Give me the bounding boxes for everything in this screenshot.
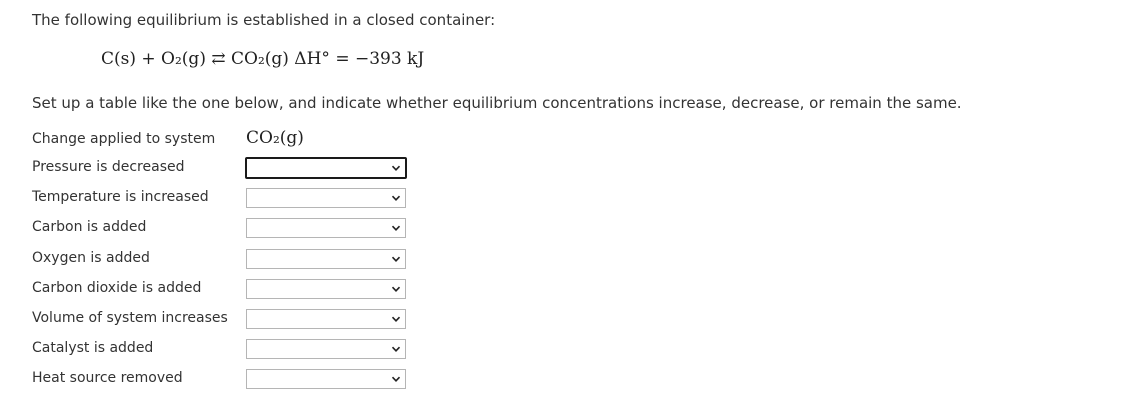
chevron-down-icon (391, 193, 401, 203)
row-label: Pressure is decreased (32, 159, 185, 175)
row-label: Heat source removed (32, 370, 183, 387)
answer-dropdown[interactable] (246, 309, 406, 329)
answer-dropdown[interactable] (245, 157, 407, 179)
chevron-down-icon (391, 314, 401, 324)
answer-dropdown[interactable] (246, 279, 406, 299)
answer-dropdown[interactable] (246, 249, 406, 269)
chevron-down-icon (391, 284, 401, 294)
row-label: Carbon is added (32, 219, 147, 236)
header-change-label: Change applied to system (32, 131, 216, 147)
row-label: Temperature is increased (32, 189, 209, 206)
chevron-down-icon (391, 254, 401, 264)
equilibrium-equation: C(s) + O₂(g) ⇄ CO₂(g) ΔH° = −393 kJ (101, 49, 425, 69)
answer-dropdown[interactable] (246, 188, 406, 208)
chevron-down-icon (391, 223, 401, 233)
answer-dropdown[interactable] (246, 369, 406, 389)
chevron-down-icon (391, 374, 401, 384)
row-label: Catalyst is added (32, 340, 154, 357)
question-intro: The following equilibrium is established in a closed container: (32, 11, 496, 29)
question-instruction: Set up a table like the one below, and indicate whether equilibrium concentrations increase, decrease, or remain the same. (32, 94, 962, 112)
row-label: Carbon dioxide is added (32, 279, 202, 296)
answer-dropdown[interactable] (246, 339, 406, 359)
row-label: Volume of system increases (32, 309, 228, 326)
chevron-down-icon (391, 163, 401, 173)
chevron-down-icon (391, 344, 401, 354)
answer-dropdown[interactable] (246, 218, 406, 238)
row-label: Oxygen is added (32, 249, 150, 266)
header-species: CO₂(g) (246, 128, 304, 148)
